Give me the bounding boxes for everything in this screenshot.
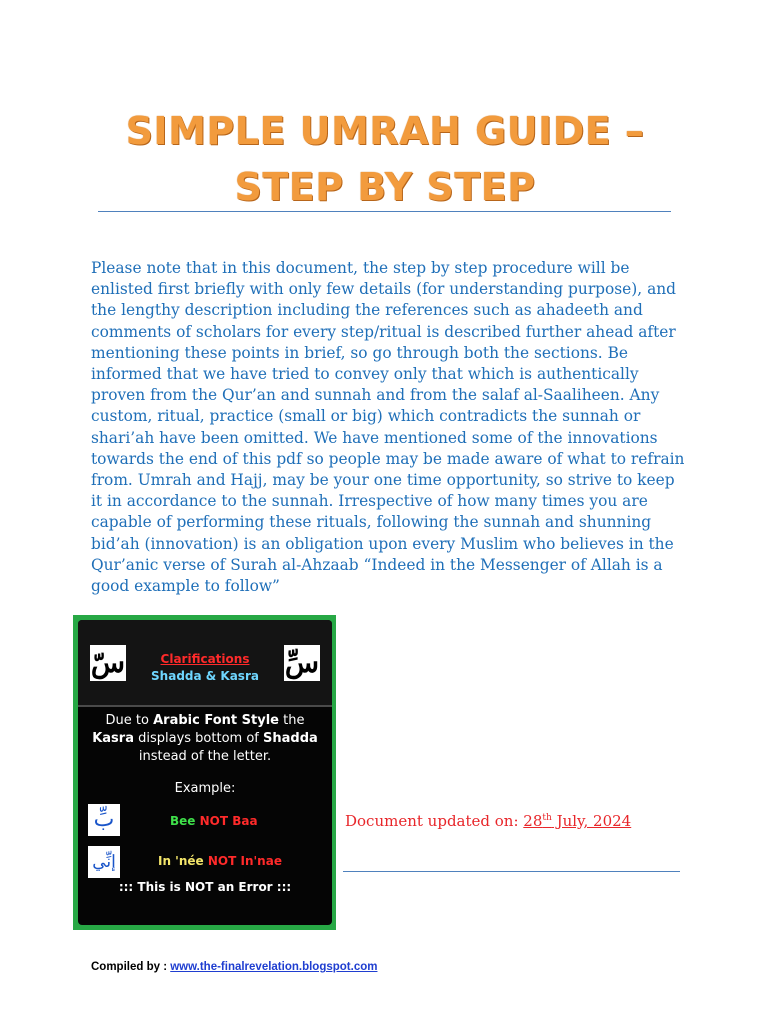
title-divider <box>98 211 671 212</box>
date-divider <box>343 871 680 872</box>
body-text: instead of the letter. <box>138 749 272 764</box>
title-line-2: STEP BY STEP <box>234 165 536 209</box>
body-text: the <box>278 713 305 728</box>
arabic-glyph-shadda-kasra: سِّ <box>284 646 320 679</box>
example-correct: In 'née <box>158 854 204 868</box>
note-line: the lengthy description including the references such as ahadeeth and <box>91 301 643 320</box>
body-bold: Arabic Font Style <box>153 713 279 728</box>
note-line: bid’ah (innovation) is an obligation upon every Muslim who believes in the <box>91 534 674 553</box>
note-line: towards the end of this pdf so people may be made aware of what to refrain <box>91 449 685 468</box>
note-line: Qur’anic verse of Surah al-Ahzaab “Indeed in the Messenger of Allah is a <box>91 555 663 574</box>
date-rest: July, 2024 <box>551 812 632 830</box>
note-line: shari’ah have been omitted. We have mentioned some of the innovations <box>91 428 658 447</box>
body-bold: Kasra <box>92 731 134 746</box>
body-text: displays bottom of <box>133 731 263 746</box>
example-label: Example: <box>174 781 236 796</box>
date-ordinal: th <box>542 813 552 823</box>
note-line: comments of scholars for every step/ritual is described further ahead after <box>91 322 676 341</box>
note-line: mentioning these points in brief, so go through both the sections. Be <box>91 343 628 362</box>
clarification-panel <box>78 620 332 925</box>
clarification-header <box>78 620 332 707</box>
updated-date <box>345 812 631 830</box>
body-bold: Shadda <box>263 731 318 746</box>
note-line: it in accordance to the sunnah. Irrespective of how many times you are <box>91 492 648 511</box>
note-line: proven from the Qur’an and sunnah and from the salaf al-Saaliheen. Any <box>91 386 660 405</box>
clarification-text <box>86 712 324 766</box>
note-line: custom, ritual, practice (small or big) which contradicts the sunnah or <box>91 407 641 426</box>
updated-label: Document updated on: <box>345 812 524 830</box>
title-line-1: SIMPLE UMRAH GUIDE – <box>125 109 645 153</box>
document-title <box>60 103 710 215</box>
arabic-glyph-innee: إنِّي <box>88 846 120 878</box>
clarification-subheading: Shadda & Kasra <box>151 669 259 683</box>
updated-date-value <box>523 812 631 830</box>
blog-link[interactable]: www.the-finalrevelation.blogspot.com <box>170 961 378 973</box>
body-text: Due to <box>105 713 154 728</box>
note-line: Please note that in this document, the step by step procedure will be <box>91 259 630 277</box>
note-line: from. Umrah and Hajj, may be your one time opportunity, so strive to keep <box>91 471 675 490</box>
note-line: enlisted first briefly with only few details (for understanding purpose), and <box>91 280 677 299</box>
note-line: good example to follow” <box>91 577 280 596</box>
intro-note <box>91 258 691 597</box>
clarification-heading: Clarifications <box>160 652 250 666</box>
example-correct: Bee <box>170 814 196 828</box>
arabic-glyph-bee: بِّ <box>88 804 120 836</box>
clarification-footer: ::: This is NOT an Error ::: <box>118 880 292 894</box>
example-wrong: In'nae <box>240 854 282 868</box>
example-not: NOT <box>207 854 237 868</box>
example-2 <box>158 854 282 868</box>
example-1 <box>170 814 258 828</box>
clarification-image <box>73 615 336 930</box>
compiled-label: Compiled by : <box>91 961 171 973</box>
example-not: NOT <box>199 814 229 828</box>
arabic-glyph-shadda: سّ <box>90 646 126 679</box>
date-day: 28 <box>523 812 543 830</box>
note-line: capable of performing these rituals, following the sunnah and shunning <box>91 513 652 532</box>
example-wrong: Baa <box>232 814 258 828</box>
note-line: informed that we have tried to convey only that which is authentically <box>91 365 639 384</box>
compiled-by <box>91 961 377 973</box>
